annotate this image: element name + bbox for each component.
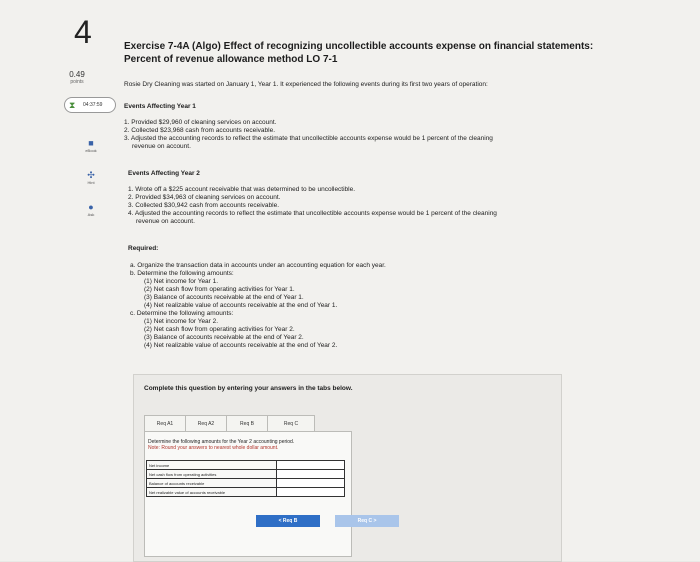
row-label: Net income: [147, 461, 277, 470]
tab-req-a1[interactable]: Req A1: [144, 415, 185, 433]
table-row: [147, 470, 345, 479]
list-item: c. Determine the following amounts:: [130, 310, 234, 317]
year1-heading: Events Affecting Year 1: [124, 103, 196, 110]
list-item: (1) Net income for Year 2.: [144, 318, 219, 325]
table-row: [147, 488, 345, 497]
exercise-title: Exercise 7-4A (Algo) Effect of recognizing uncollectible accounts expense on financial statements: Percent of revenue allowance method LO 7-1: [124, 41, 594, 65]
net-realizable-value-input[interactable]: [277, 488, 345, 497]
year2-events: [128, 186, 598, 226]
required-heading: Required:: [128, 245, 159, 252]
net-cash-flow-input[interactable]: [277, 470, 345, 479]
book-icon: ■: [88, 138, 94, 148]
tab-req-a2[interactable]: Req A2: [185, 415, 226, 433]
rounding-note: Note: Round your answers to nearest whole dollar amount.: [148, 445, 279, 451]
next-req-button[interactable]: Req C >: [335, 515, 399, 527]
hourglass-icon: ⧗: [69, 100, 76, 110]
list-item: (2) Net cash flow from operating activities for Year 2.: [144, 326, 295, 333]
panel-instruction: Determine the following amounts for the Year 2 accounting period. Note: Round your answers to nearest whole dollar amount.: [148, 439, 348, 451]
ask-icon: ●: [88, 202, 94, 212]
answer-table: [146, 460, 345, 497]
table-row: [147, 461, 345, 470]
year2-heading: Events Affecting Year 2: [128, 170, 200, 177]
complete-instruction: Complete this question by entering your answers in the tabs below.: [144, 385, 353, 392]
points-value: 0.49 points: [69, 70, 85, 85]
hint-icon: ✣: [87, 170, 95, 180]
list-item: b. Determine the following amounts:: [130, 270, 234, 277]
hint-button[interactable]: ✣ Hint: [76, 170, 106, 185]
row-label: Net cash flow from operating activities: [147, 470, 277, 479]
answer-box: [133, 374, 562, 562]
list-item: 2. Provided $34,963 of cleaning services on account.: [128, 194, 281, 201]
list-item: revenue on account.: [136, 218, 195, 225]
tab-req-c[interactable]: Req C: [267, 415, 315, 433]
list-item: (2) Net cash flow from operating activities for Year 1.: [144, 286, 295, 293]
prev-req-button[interactable]: < Req B: [256, 515, 320, 527]
tab-req-b[interactable]: Req B: [226, 415, 267, 433]
ebook-button[interactable]: ■ eBook: [76, 138, 106, 153]
list-item: a. Organize the transaction data in accounts under an accounting equation for each year.: [130, 262, 386, 269]
ask-button[interactable]: ● Ask: [76, 202, 106, 217]
tab-panel: [144, 431, 352, 557]
row-label: Balance of accounts receivable: [147, 479, 277, 488]
list-item: revenue on account.: [132, 143, 191, 150]
list-item: (3) Balance of accounts receivable at the end of Year 1.: [144, 294, 304, 301]
list-item: 3. Collected $30,942 cash from accounts receivable.: [128, 202, 280, 209]
list-item: 3. Adjusted the accounting records to reflect the estimate that uncollectible accounts expense would be 1 percent of the cleaning: [124, 135, 493, 142]
list-item: 4. Adjusted the accounting records to reflect the estimate that uncollectible accounts expense would be 1 percent of the cleaning: [128, 210, 497, 217]
year1-events: [124, 119, 594, 151]
list-item: 2. Collected $23,968 cash from accounts receivable.: [124, 127, 276, 134]
net-income-input[interactable]: [277, 461, 345, 470]
required-list: [130, 262, 600, 350]
question-number: 4: [74, 14, 92, 50]
list-item: 1. Provided $29,960 of cleaning services on account.: [124, 119, 277, 126]
table-row: [147, 479, 345, 488]
list-item: (3) Balance of accounts receivable at the end of Year 2.: [144, 334, 304, 341]
list-item: (1) Net income for Year 1.: [144, 278, 219, 285]
list-item: (4) Net realizable value of accounts receivable at the end of Year 1.: [144, 302, 338, 309]
row-label: Net realizable value of accounts receivable: [147, 488, 277, 497]
list-item: 1. Wrote off a $225 account receivable that was determined to be uncollectible.: [128, 186, 356, 193]
accounts-receivable-input[interactable]: [277, 479, 345, 488]
timer[interactable]: ⧗ 04:37:59: [64, 97, 116, 113]
list-item: (4) Net realizable value of accounts receivable at the end of Year 2.: [144, 342, 338, 349]
exercise-intro: Rosie Dry Cleaning was started on January 1, Year 1. It experienced the following events during its first two years of operation:: [124, 81, 488, 88]
